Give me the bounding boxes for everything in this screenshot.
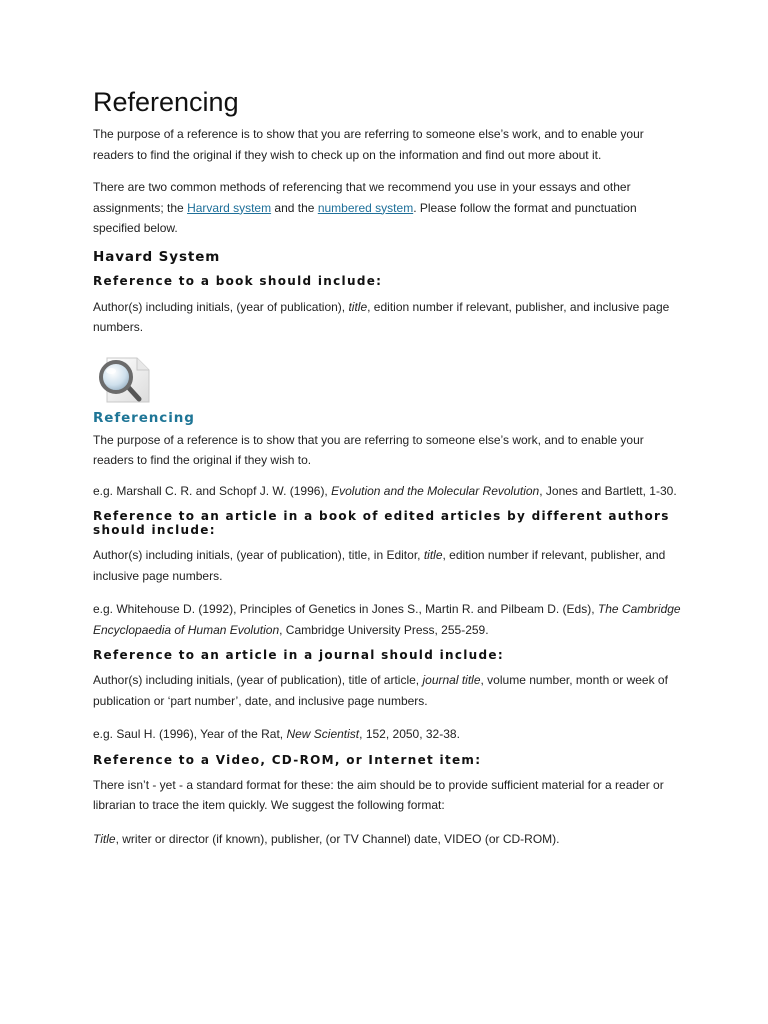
journal-example — [93, 724, 683, 745]
journal-description — [93, 670, 683, 711]
intro-paragraph-1: The purpose of a reference is to show that you are referring to someone else’s work, and to enable your readers to find the original if they wish to check up on the information and find out more about it. — [93, 127, 644, 162]
intro-paragraph-2 — [93, 177, 683, 239]
book-desc-italic: title — [348, 299, 368, 314]
edited-desc-text: Author(s) including initials, (year of publication), title, in Editor, — [93, 548, 424, 562]
video-description: There isn’t - yet - a standard format for these: the aim should be to provide sufficient material for a reader or librarian to trace the item quickly. We suggest the following format: — [93, 777, 664, 812]
journal-example-text: e.g. Saul H. (1996), Year of the Rat, — [93, 727, 287, 741]
journal-desc-text-after: , volume number, month or week of publication or ‘part number’, date, and inclusive page numbers. — [93, 673, 668, 708]
edited-example-text-after: , Cambridge University Press, 255-259. — [279, 622, 489, 637]
edited-heading: Reference to an article in a book of edited articles by different authors should include: — [93, 509, 670, 537]
magnifier-document-icon — [93, 356, 151, 404]
harvard-system-link[interactable]: Harvard system — [187, 200, 272, 215]
journal-example-text-after: , 152, 2050, 32-38. — [359, 727, 460, 741]
edited-description — [93, 545, 683, 586]
book-heading: Reference to a book should include: — [93, 273, 383, 288]
video-format-text: , writer or director (if known), publisher, (or TV Channel) date, VIDEO (or CD-ROM). — [115, 831, 560, 846]
intro-text-after: . Please follow the format and punctuation specified below. — [93, 200, 637, 235]
edited-example — [93, 599, 683, 640]
book-description — [93, 297, 683, 338]
intro-text-mid: and the — [271, 200, 318, 215]
book-desc-text: Author(s) including initials, (year of publication), — [93, 299, 349, 314]
page-title: Referencing — [93, 87, 239, 117]
book-desc-text-after: , edition number if relevant, publisher, and inclusive page numbers. — [93, 299, 670, 334]
book-example-text-after: , Jones and Bartlett, 1-30. — [539, 483, 677, 498]
edited-example-italic: The Cambridge Encyclopaedia of Human Evolution — [93, 602, 681, 637]
journal-example-italic: New Scientist — [286, 727, 360, 741]
video-heading: Reference to a Video, CD-ROM, or Internet item: — [93, 752, 482, 767]
document-page — [93, 86, 683, 849]
numbered-system-link[interactable]: numbered system — [317, 200, 414, 215]
intro-text-before: There are two common methods of referencing that we recommend you use in your essays and other assignments; the — [93, 180, 631, 215]
edited-desc-text-after: , edition number if relevant, publisher, and inclusive page numbers. — [93, 548, 666, 583]
video-format — [93, 829, 683, 850]
book-example — [93, 481, 683, 502]
snippet-heading: Referencing — [93, 409, 195, 426]
journal-desc-italic: journal title — [422, 673, 481, 687]
journal-desc-text: Author(s) including initials, (year of publication), title of article, — [93, 673, 423, 687]
book-example-italic: Evolution and the Molecular Revolution — [331, 483, 540, 498]
section-heading-harvard: Havard System — [93, 248, 221, 265]
edited-desc-italic: title — [423, 548, 443, 562]
journal-heading: Reference to an article in a journal should include: — [93, 648, 504, 662]
video-format-italic: Title — [93, 831, 116, 846]
snippet-text: The purpose of a reference is to show that you are referring to someone else’s work, and to enable your readers to find the original if they wish to. — [93, 432, 644, 467]
edited-example-text: e.g. Whitehouse D. (1992), Principles of Genetics in Jones S., Martin R. and Pilbeam D. (Eds), — [93, 602, 598, 616]
book-example-text: e.g. Marshall C. R. and Schopf J. W. (1996), — [93, 483, 332, 498]
